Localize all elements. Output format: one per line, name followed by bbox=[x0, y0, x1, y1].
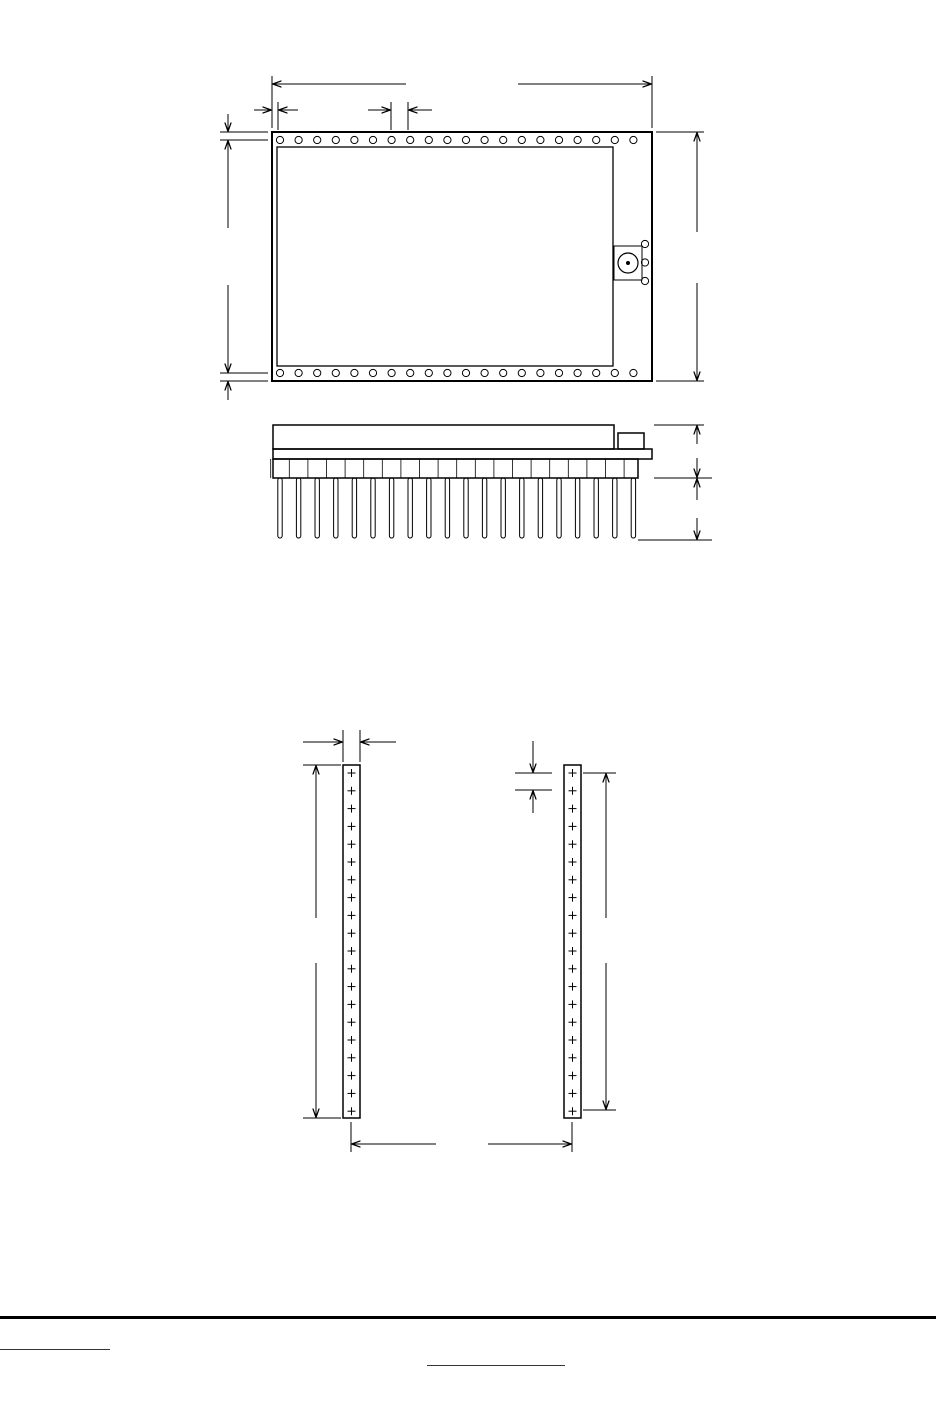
pin-hole bbox=[481, 369, 488, 376]
pin-hole bbox=[295, 136, 302, 143]
header-pin bbox=[427, 478, 431, 538]
header-pin bbox=[389, 478, 393, 538]
side-view-dimensions bbox=[638, 425, 712, 540]
pin-hole bbox=[295, 369, 302, 376]
header-pin bbox=[613, 478, 617, 538]
pin-hole bbox=[351, 136, 358, 143]
top-pin-row bbox=[276, 136, 637, 143]
header-pin bbox=[278, 478, 282, 538]
right-pad-markers bbox=[569, 769, 577, 1115]
pin-hole bbox=[444, 369, 451, 376]
pin-hole bbox=[314, 369, 321, 376]
side-connector bbox=[618, 433, 644, 449]
antenna-connector-center bbox=[627, 262, 630, 265]
left-pad-column bbox=[343, 765, 360, 1118]
header-pin bbox=[315, 478, 319, 538]
pin-hole bbox=[574, 369, 581, 376]
pcb-footprint bbox=[343, 765, 581, 1118]
pin-hole bbox=[555, 369, 562, 376]
pin-hole bbox=[332, 136, 339, 143]
pin-hole bbox=[500, 369, 507, 376]
header-pin bbox=[538, 478, 542, 538]
pin-hole bbox=[630, 136, 637, 143]
pin-hole bbox=[425, 369, 432, 376]
pin-hole bbox=[593, 136, 600, 143]
pin-hole bbox=[407, 369, 414, 376]
pin-hole bbox=[332, 369, 339, 376]
pin-hole bbox=[537, 369, 544, 376]
pin-hole bbox=[276, 369, 283, 376]
header-pin bbox=[594, 478, 598, 538]
pin-hole bbox=[555, 136, 562, 143]
pin-hole bbox=[500, 136, 507, 143]
header-pin bbox=[464, 478, 468, 538]
pin-hole bbox=[388, 369, 395, 376]
pin-hole bbox=[444, 136, 451, 143]
footprint-dimensions bbox=[303, 730, 616, 1152]
header-pin bbox=[631, 478, 635, 538]
pin-hole bbox=[462, 136, 469, 143]
pin-hole bbox=[630, 369, 637, 376]
pin-hole bbox=[407, 136, 414, 143]
pin-hole bbox=[369, 136, 376, 143]
header-pins bbox=[271, 459, 636, 538]
pin-hole bbox=[574, 136, 581, 143]
pin-hole bbox=[351, 369, 358, 376]
pin-hole bbox=[276, 136, 283, 143]
header-pin bbox=[520, 478, 524, 538]
header-pin bbox=[445, 478, 449, 538]
footer-divider bbox=[0, 1316, 936, 1319]
footer-link-center[interactable] bbox=[427, 1365, 565, 1366]
module-top-view bbox=[272, 132, 652, 381]
pin-hole bbox=[314, 136, 321, 143]
header-pin bbox=[557, 478, 561, 538]
header-pin bbox=[334, 478, 338, 538]
pin-hole bbox=[518, 136, 525, 143]
header-pin bbox=[371, 478, 375, 538]
shield-can bbox=[277, 147, 613, 366]
header-pin bbox=[501, 478, 505, 538]
bottom-pin-row bbox=[276, 369, 637, 376]
pin-hole bbox=[611, 369, 618, 376]
pin-hole bbox=[369, 369, 376, 376]
side-pcb bbox=[273, 449, 652, 459]
pin-hole bbox=[462, 369, 469, 376]
footer-link-left[interactable] bbox=[0, 1349, 110, 1350]
header-pin bbox=[575, 478, 579, 538]
pin-hole bbox=[593, 369, 600, 376]
pin-header-body bbox=[273, 459, 638, 478]
left-pad-markers bbox=[348, 769, 356, 1115]
pin-hole bbox=[611, 136, 618, 143]
module-outline bbox=[272, 132, 652, 381]
header-pin bbox=[296, 478, 300, 538]
side-shield-can bbox=[273, 425, 614, 449]
module-side-view bbox=[271, 425, 652, 538]
pin-hole bbox=[388, 136, 395, 143]
pin-hole bbox=[537, 136, 544, 143]
header-pin bbox=[408, 478, 412, 538]
right-pad-column bbox=[564, 765, 581, 1118]
pin-hole bbox=[425, 136, 432, 143]
header-pin bbox=[482, 478, 486, 538]
pin-hole bbox=[481, 136, 488, 143]
header-pin bbox=[352, 478, 356, 538]
pin-hole bbox=[518, 369, 525, 376]
top-view-dimensions bbox=[220, 76, 704, 400]
